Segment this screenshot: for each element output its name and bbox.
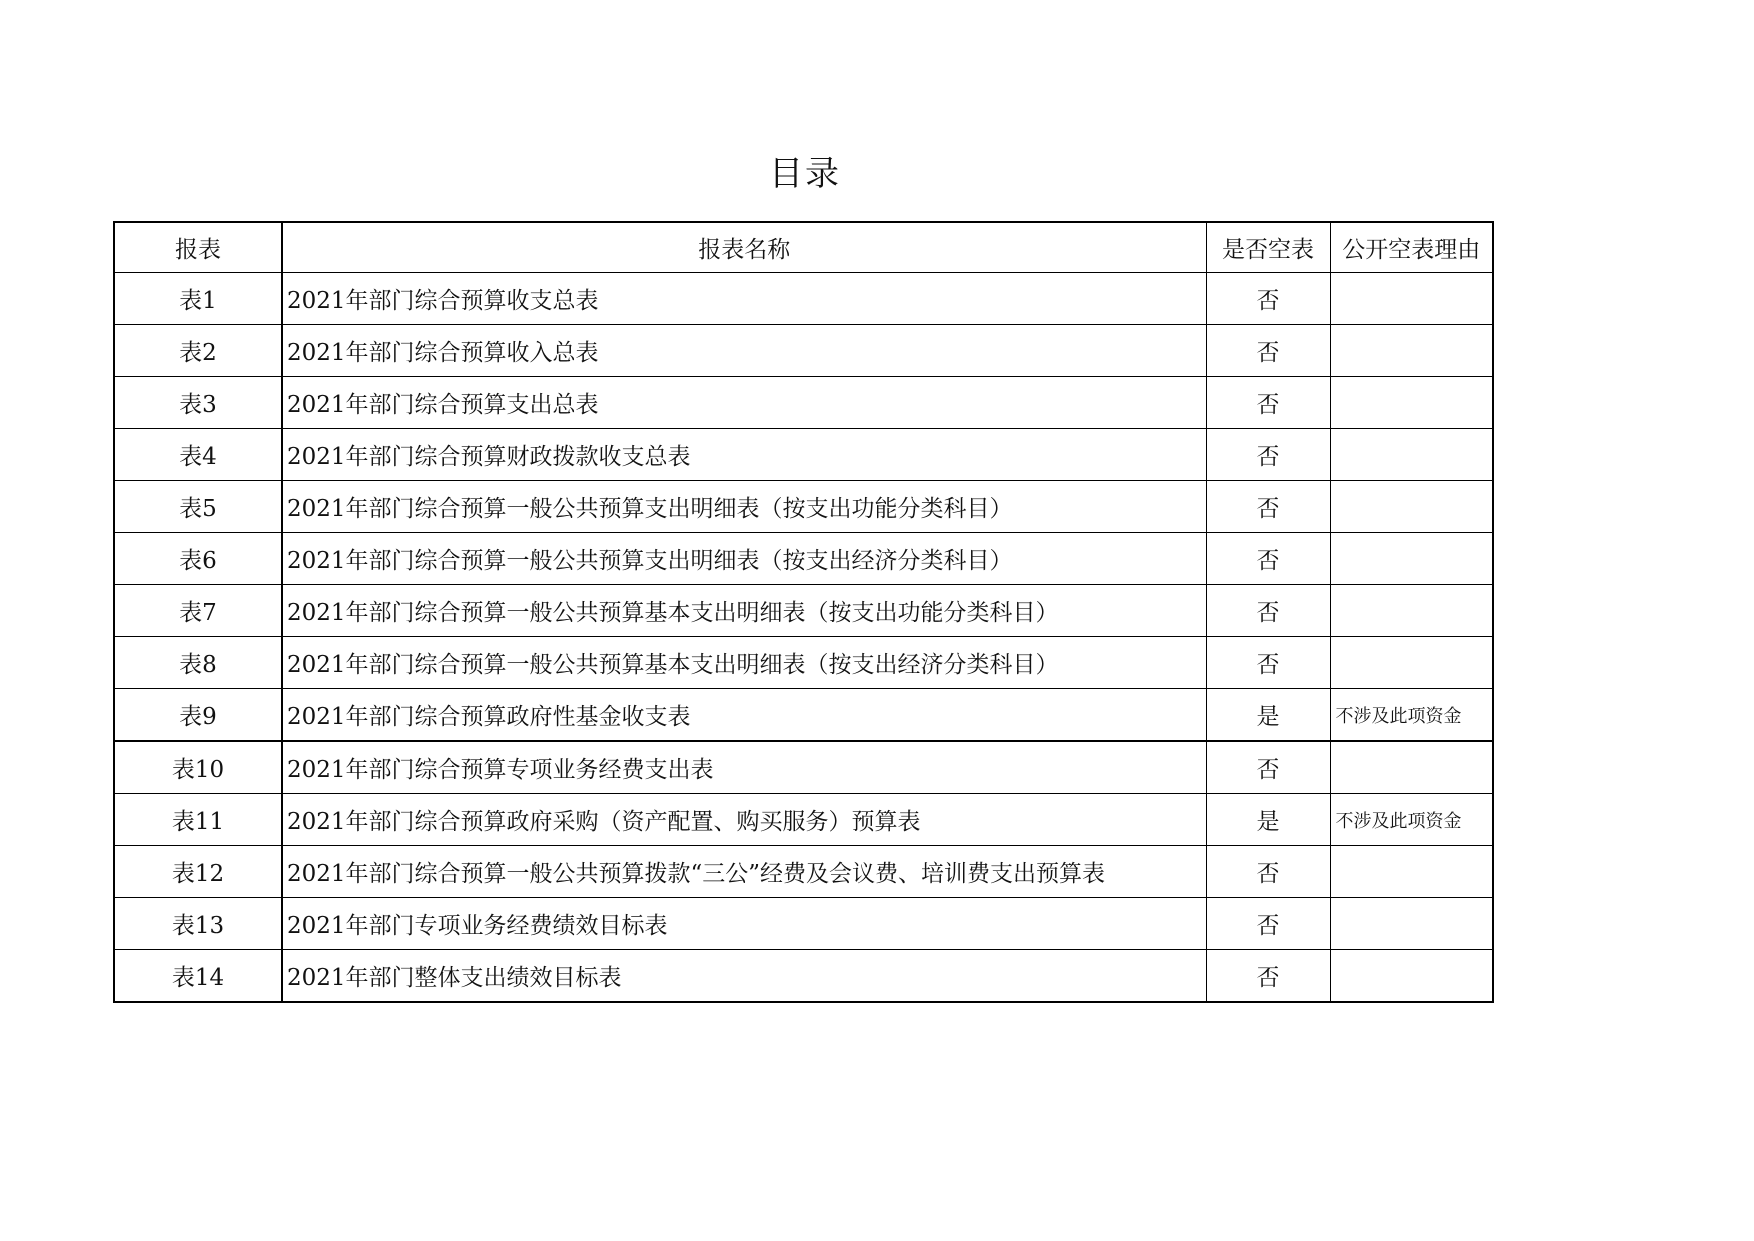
report-id: 表3 [114,377,282,429]
is-empty-value: 否 [1206,273,1330,325]
table-row [114,794,1493,846]
report-name: 2021年部门综合预算一般公共预算基本支出明细表（按支出功能分类科目） [282,585,1206,637]
empty-reason: 不涉及此项资金 [1330,794,1493,846]
page-title: 目录 [769,154,841,194]
is-empty-value: 否 [1206,585,1330,637]
is-empty-value: 否 [1206,741,1330,794]
report-name: 2021年部门专项业务经费绩效目标表 [282,898,1206,950]
report-name: 2021年部门综合预算财政拨款收支总表 [282,429,1206,481]
report-id: 表1 [114,273,282,325]
empty-reason [1330,325,1493,377]
report-name: 2021年部门综合预算一般公共预算支出明细表（按支出经济分类科目） [282,533,1206,585]
report-id: 表11 [114,794,282,846]
is-empty-value: 否 [1206,481,1330,533]
report-name: 2021年部门综合预算一般公共预算基本支出明细表（按支出经济分类科目） [282,637,1206,689]
report-name: 2021年部门整体支出绩效目标表 [282,950,1206,1003]
report-id: 表9 [114,689,282,742]
empty-reason [1330,585,1493,637]
report-catalog-table [113,221,1494,1003]
report-id: 表10 [114,741,282,794]
report-id: 表5 [114,481,282,533]
report-name: 2021年部门综合预算一般公共预算拨款“三公”经费及会议费、培训费支出预算表 [282,846,1206,898]
empty-reason [1330,533,1493,585]
header-is-empty: 是否空表 [1206,222,1330,273]
is-empty-value: 否 [1206,377,1330,429]
report-name: 2021年部门综合预算政府性基金收支表 [282,689,1206,742]
is-empty-value: 否 [1206,325,1330,377]
report-id: 表13 [114,898,282,950]
is-empty-value: 否 [1206,950,1330,1003]
report-name: 2021年部门综合预算一般公共预算支出明细表（按支出功能分类科目） [282,481,1206,533]
report-id: 表14 [114,950,282,1003]
report-name: 2021年部门综合预算收支总表 [282,273,1206,325]
table-row [114,533,1493,585]
table-row [114,325,1493,377]
is-empty-value: 否 [1206,637,1330,689]
table-row [114,429,1493,481]
table-row [114,377,1493,429]
is-empty-value: 否 [1206,898,1330,950]
table-row [114,950,1493,1003]
empty-reason [1330,950,1493,1003]
is-empty-value: 否 [1206,533,1330,585]
header-report: 报表 [114,222,282,273]
empty-reason [1330,481,1493,533]
report-name: 2021年部门综合预算收入总表 [282,325,1206,377]
report-id: 表4 [114,429,282,481]
empty-reason [1330,637,1493,689]
table-row [114,273,1493,325]
is-empty-value: 否 [1206,846,1330,898]
empty-reason [1330,898,1493,950]
report-id: 表2 [114,325,282,377]
table-header-row [114,222,1493,273]
is-empty-value: 是 [1206,794,1330,846]
report-id: 表12 [114,846,282,898]
is-empty-value: 否 [1206,429,1330,481]
table-row [114,741,1493,794]
is-empty-value: 是 [1206,689,1330,742]
empty-reason: 不涉及此项资金 [1330,689,1493,742]
empty-reason [1330,846,1493,898]
empty-reason [1330,273,1493,325]
report-id: 表7 [114,585,282,637]
header-public-reason: 公开空表理由 [1330,222,1493,273]
report-id: 表6 [114,533,282,585]
report-name: 2021年部门综合预算支出总表 [282,377,1206,429]
empty-reason [1330,429,1493,481]
report-name: 2021年部门综合预算政府采购（资产配置、购买服务）预算表 [282,794,1206,846]
report-id: 表8 [114,637,282,689]
empty-reason [1330,377,1493,429]
table-row [114,585,1493,637]
report-name: 2021年部门综合预算专项业务经费支出表 [282,741,1206,794]
table-row [114,481,1493,533]
table-row [114,898,1493,950]
table-row [114,846,1493,898]
table-row [114,637,1493,689]
header-report-name: 报表名称 [282,222,1206,273]
empty-reason [1330,741,1493,794]
table-row [114,689,1493,742]
